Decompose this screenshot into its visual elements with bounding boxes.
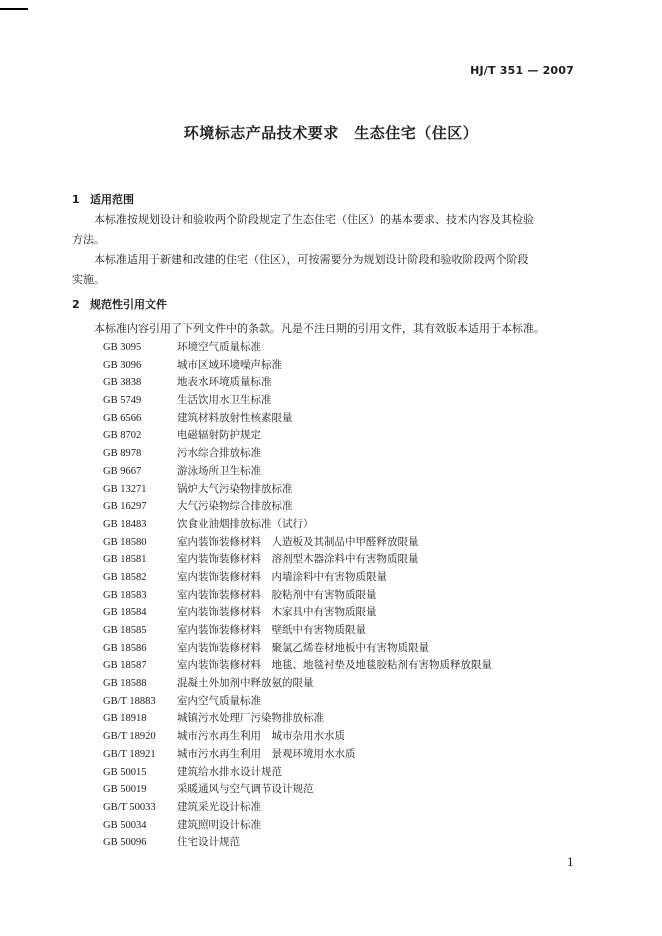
reference-title: 饮食业油烟排放标准（试行）: [177, 517, 314, 530]
page-title: 环境标志产品技术要求 生态住宅（住区）: [183, 124, 479, 142]
reference-code: GB 3096: [103, 359, 142, 371]
reference-code: GB 13271: [103, 483, 147, 495]
reference-item: [103, 339, 583, 357]
reference-item: [103, 410, 583, 428]
reference-code: GB 6566: [103, 412, 142, 424]
reference-title: 建筑材料放射性核素限量: [177, 411, 293, 424]
reference-code: GB 18588: [103, 678, 147, 690]
intro-text: 本标准内容引用了下列文件中的条款。凡是不注日期的引用文件，其有效版本适用于本标准。: [94, 322, 545, 335]
reference-title: 室内装饰装修材料 内墙涂料中有害物质限量: [177, 570, 387, 583]
section-number: 2: [72, 298, 80, 311]
reference-code: GB 50096: [103, 837, 147, 849]
reference-title: 采暖通风与空气调节设计规范: [177, 783, 314, 796]
reference-code: GB 18583: [103, 589, 147, 601]
reference-code: GB 18581: [103, 554, 147, 566]
reference-title: 锅炉大气污染物排放标准: [177, 482, 293, 495]
reference-code: GB 8702: [103, 430, 142, 442]
reference-code: GB 9667: [103, 465, 142, 477]
reference-item: [103, 728, 583, 746]
reference-item: [103, 587, 583, 605]
reference-item: [103, 392, 583, 410]
reference-title: 大气污染物综合排放标准: [177, 500, 293, 513]
reference-item: [103, 834, 583, 852]
section-2-intro: [72, 320, 592, 337]
reference-item: [103, 640, 583, 658]
reference-item: [103, 569, 583, 587]
reference-title: 室内空气质量标准: [177, 694, 261, 707]
page-number: 1: [567, 856, 574, 869]
reference-item: [103, 817, 583, 835]
reference-title: 环境空气质量标准: [177, 341, 261, 353]
reference-item: [103, 534, 583, 552]
reference-item: [103, 374, 583, 392]
reference-title: 建筑给水排水设计规范: [177, 765, 282, 778]
reference-list: [103, 339, 583, 852]
reference-title: 室内装饰装修材料 地毯、地毯衬垫及地毯胶粘剂有害物质释放限量: [177, 659, 492, 672]
reference-code: GB 18587: [103, 660, 147, 672]
reference-title: 室内装饰装修材料 人造板及其制品中甲醛释放限量: [177, 535, 419, 548]
reference-item: [103, 357, 583, 375]
reference-item: [103, 657, 583, 675]
reference-item: [103, 693, 583, 711]
section-title: 规范性引用文件: [90, 298, 167, 311]
reference-code: GB/T 18883: [103, 695, 156, 707]
reference-code: GB 18586: [103, 642, 147, 654]
reference-item: [103, 445, 583, 463]
reference-title: 混凝土外加剂中释放氨的限量: [177, 677, 314, 690]
section-2-heading: [72, 296, 167, 312]
reference-title: 建筑照明设计标准: [177, 818, 261, 831]
reference-code: GB 50034: [103, 819, 147, 831]
section-1-paragraph-2: [72, 250, 592, 290]
reference-code: GB 16297: [103, 501, 147, 513]
reference-title: 室内装饰装修材料 胶粘剂中有害物质限量: [177, 588, 377, 601]
reference-code: GB 50015: [103, 766, 147, 778]
reference-item: [103, 427, 583, 445]
reference-code: GB 8978: [103, 448, 142, 460]
standard-number: HJ/T 351 — 2007: [470, 64, 574, 77]
reference-code: GB/T 50033: [103, 801, 156, 813]
reference-item: [103, 710, 583, 728]
reference-code: GB/T 18920: [103, 731, 156, 743]
paragraph-line: 实施。: [72, 273, 105, 286]
reference-code: GB 3838: [103, 377, 142, 389]
reference-title: 污水综合排放标准: [177, 447, 261, 460]
top-rule: [0, 8, 28, 10]
reference-item: [103, 516, 583, 534]
reference-code: GB 5749: [103, 395, 142, 407]
reference-item: [103, 604, 583, 622]
reference-title: 室内装饰装修材料 木家具中有害物质限量: [177, 606, 377, 619]
reference-code: GB 50019: [103, 784, 147, 796]
reference-title: 室内装饰装修材料 聚氯乙烯卷材地板中有害物质限量: [177, 641, 429, 654]
paragraph-line: 本标准适用于新建和改建的住宅（住区），可按需要分为规划设计阶段和验收阶段两个阶段: [94, 253, 529, 266]
reference-title: 地表水环境质量标准: [177, 376, 272, 389]
section-number: 1: [72, 193, 80, 206]
reference-item: [103, 463, 583, 481]
reference-code: GB 3095: [103, 342, 142, 353]
reference-item: [103, 764, 583, 782]
reference-code: GB 18918: [103, 713, 147, 725]
paragraph-line: 本标准按规划设计和验收两个阶段规定了生态住宅（住区）的基本要求、技术内容及其检验: [94, 213, 534, 226]
reference-title: 城市区域环境噪声标准: [177, 358, 282, 371]
reference-item: [103, 481, 583, 499]
reference-title: 城市污水再生利用 城市杂用水水质: [177, 730, 345, 743]
reference-code: GB 18483: [103, 518, 147, 530]
section-1-paragraph-1: [72, 210, 592, 250]
section-title: 适用范围: [90, 193, 134, 206]
section-1-heading: [72, 191, 134, 207]
reference-item: [103, 746, 583, 764]
reference-code: GB 18584: [103, 607, 147, 619]
reference-item: [103, 551, 583, 569]
reference-title: 建筑采光设计标准: [177, 800, 261, 813]
reference-item: [103, 622, 583, 640]
reference-item: [103, 781, 583, 799]
reference-item: [103, 498, 583, 516]
reference-title: 游泳场所卫生标准: [177, 464, 261, 477]
reference-item: [103, 675, 583, 693]
reference-code: GB 18585: [103, 625, 147, 636]
reference-code: GB 18582: [103, 571, 147, 583]
reference-item: [103, 799, 583, 817]
reference-code: GB/T 18921: [103, 748, 156, 760]
reference-title: 城镇污水处理厂污染物排放标准: [177, 712, 324, 725]
reference-title: 电磁辐射防护规定: [177, 429, 261, 442]
reference-title: 城市污水再生利用 景观环境用水水质: [177, 747, 356, 760]
reference-code: GB 18580: [103, 536, 147, 548]
paragraph-line: 方法。: [72, 233, 105, 246]
reference-title: 住宅设计规范: [177, 836, 240, 849]
reference-title: 生活饮用水卫生标准: [177, 394, 272, 407]
reference-title: 室内装饰装修材料 溶剂型木器涂料中有害物质限量: [177, 553, 419, 566]
reference-title: 室内装饰装修材料 壁纸中有害物质限量: [177, 624, 366, 636]
